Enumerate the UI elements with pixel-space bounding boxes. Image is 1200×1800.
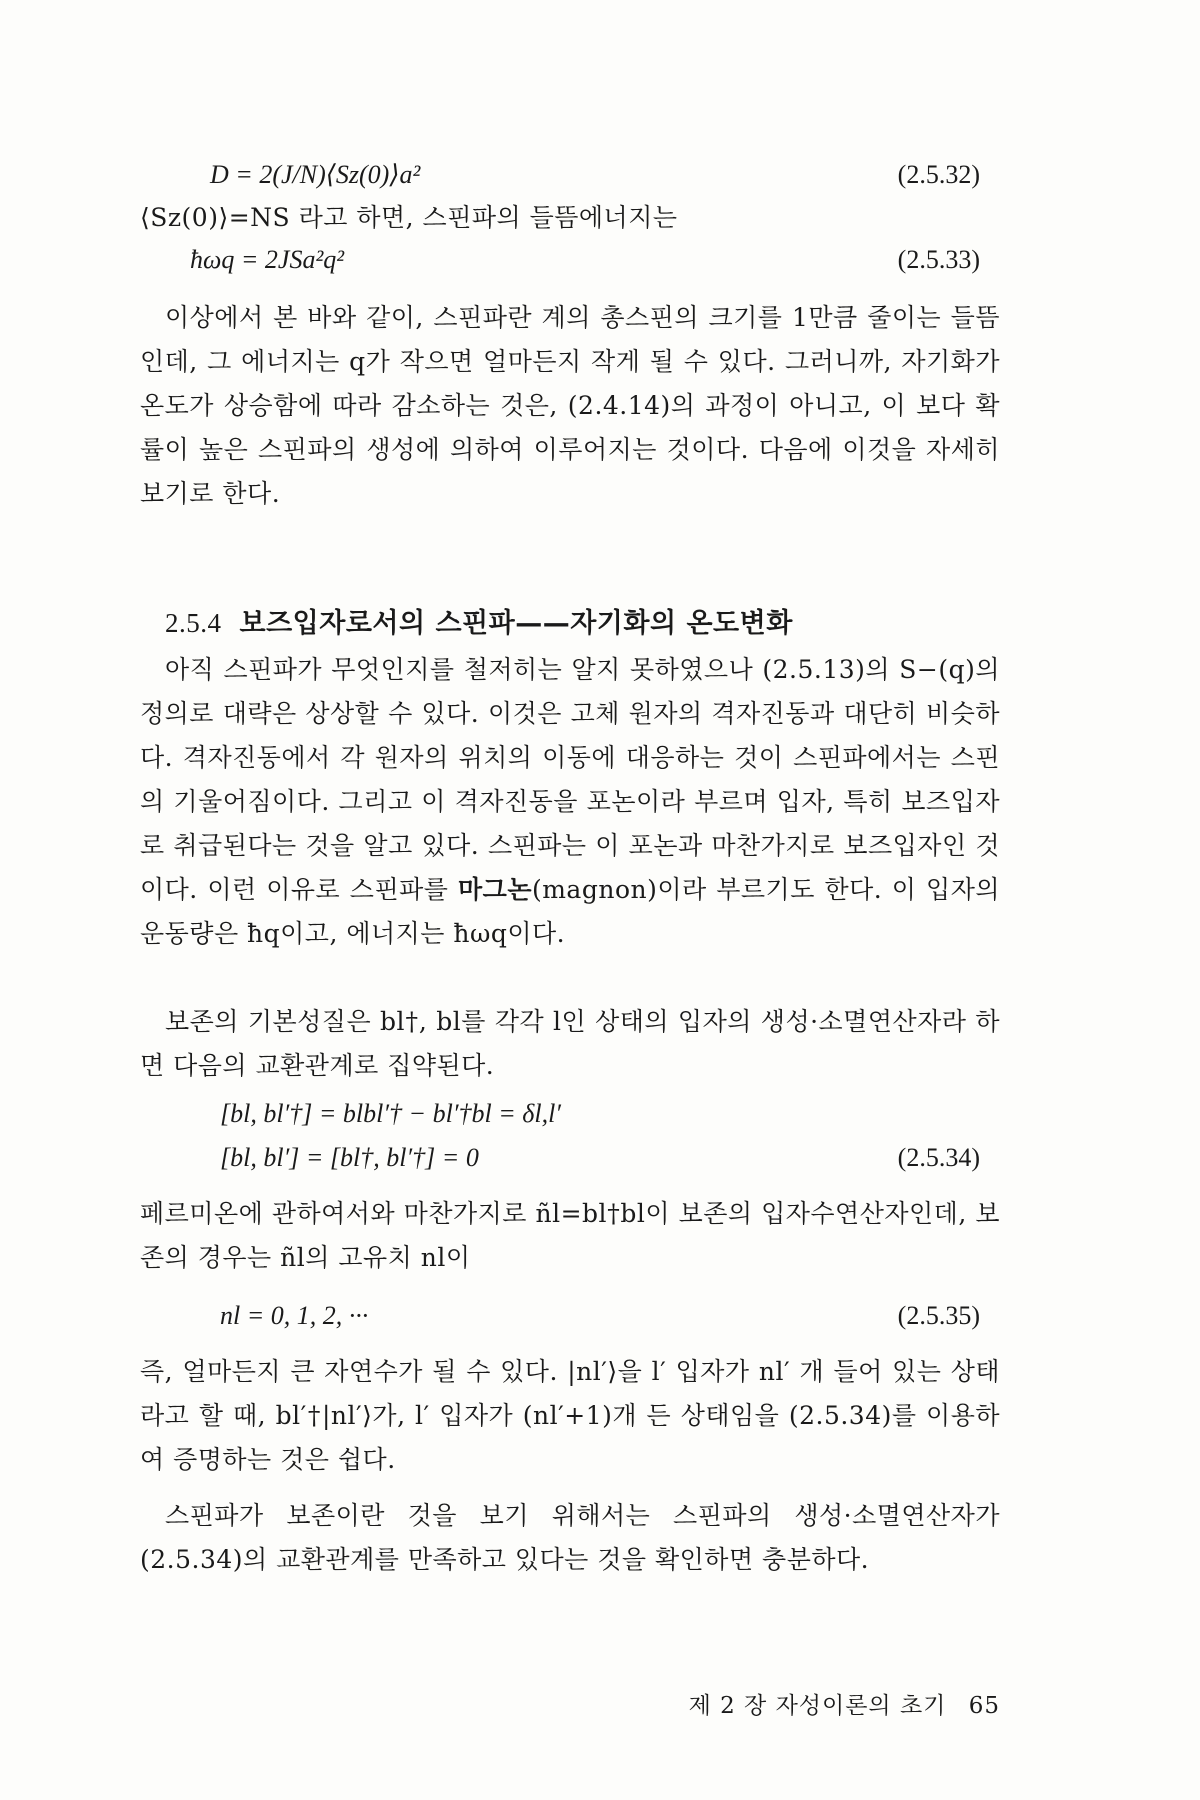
section-number: 2.5.4 [165, 608, 222, 638]
equation-number: (2.5.35) [897, 1301, 980, 1330]
page-footer [640, 1686, 1000, 1726]
equation-2-5-35 [140, 1296, 1010, 1336]
equation-number: (2.5.33) [897, 245, 980, 274]
paragraph-text: 아직 스핀파가 무엇인지를 철저히는 알지 못하였으나 (2.5.13)의 S−(q)의 정의로 대략은 상상할 수 있다. 이것은 고체 원자의 격자진동과 대단히 비슷하다. 격자진동에서 각 원자의 위치의 이동에 대응하는 것이 스핀파에서는 스핀의 기울어짐이다. 그리고 이 격자진동을 포논이라 부르며 입자, 특히 보즈입자로 취급된다는 것을 알고 있다. 스핀파는 이 포논과 마찬가지로 보즈입자인 것이다. 이런 이유로 스핀파를 [140, 655, 1000, 904]
equation-expression: [bl, bl′] = [bl†, bl′†] = 0 [220, 1143, 479, 1172]
equation-2-5-33 [140, 240, 1010, 280]
term-magnon: 마그논 [458, 875, 532, 904]
chapter-title: 제 2 장 자성이론의 초기 [688, 1693, 947, 1719]
paragraph-spin-wave-energy-intro: ⟨Sz(0)⟩=NS 라고 하면, 스핀파의 들뜸에너지는 [140, 203, 678, 232]
equation-2-5-32 [140, 155, 1010, 195]
equation-expression: D = 2(J/N)⟨Sz(0)⟩a² [210, 160, 421, 189]
paragraph-commutation-check: 스핀파가 보존이란 것을 보기 위해서는 스핀파의 생성·소멸연산자가 (2.5.34)의 교환관계를 만족하고 있다는 것을 확인하면 충분하다. [140, 1501, 1000, 1574]
equation-2-5-34-line2 [140, 1138, 1010, 1178]
equation-number: (2.5.34) [897, 1143, 980, 1172]
page-number: 65 [968, 1693, 1000, 1719]
paragraph-magnon [140, 648, 1000, 956]
paragraph-occupation-states: 즉, 얼마든지 큰 자연수가 될 수 있다. |nl′⟩을 l′ 입자가 nl′ 개 들어 있는 상태라고 할 때, bl′†|nl′⟩가, l′ 입자가 (nl′+1)개 든 상태임을 (2.5.34)를 이용하여 증명하는 것은 쉽다. [140, 1357, 1000, 1474]
paragraph-boson-properties: 보존의 기본성질은 bl†, bl를 각각 l인 상태의 입자의 생성·소멸연산자라 하면 다음의 교환관계로 집약된다. [140, 1007, 1000, 1080]
equation-expression: ħωq = 2JSa²q² [190, 245, 345, 274]
equation-number: (2.5.32) [897, 160, 980, 189]
paragraph-number-operator: 페르미온에 관하여서와 마찬가지로 ñl=bl†bl이 보존의 입자수연산자인데, 보존의 경우는 ñl의 고유치 nl이 [140, 1199, 1000, 1272]
equation-expression: [bl, bl′†] = blbl′† − bl′†bl = δl,l′ [220, 1099, 561, 1128]
equation-expression: nl = 0, 1, 2, ··· [220, 1301, 369, 1330]
paragraph-text: (magnon)이라 부르기도 한다. 이 입자의 운동량은 ħq이고, 에너지는 ħωq이다. [140, 875, 1000, 948]
section-title: 보즈입자로서의 스핀파——자기화의 온도변화 [239, 608, 793, 639]
section-heading [165, 603, 793, 644]
paragraph-spin-wave-excitation: 이상에서 본 바와 같이, 스핀파란 계의 총스핀의 크기를 1만큼 줄이는 들뜸인데, 그 에너지는 q가 작으면 얼마든지 작게 될 수 있다. 그러니까, 자기화가 온도가 상승함에 따라 감소하는 것은, (2.4.14)의 과정이 아니고, 이 보다 확률이 높은 스핀파의 생성에 의하여 이루어지는 것이다. 다음에 이것을 자세히 보기로 한다. [140, 303, 1000, 508]
equation-2-5-34-line1 [140, 1094, 1010, 1134]
